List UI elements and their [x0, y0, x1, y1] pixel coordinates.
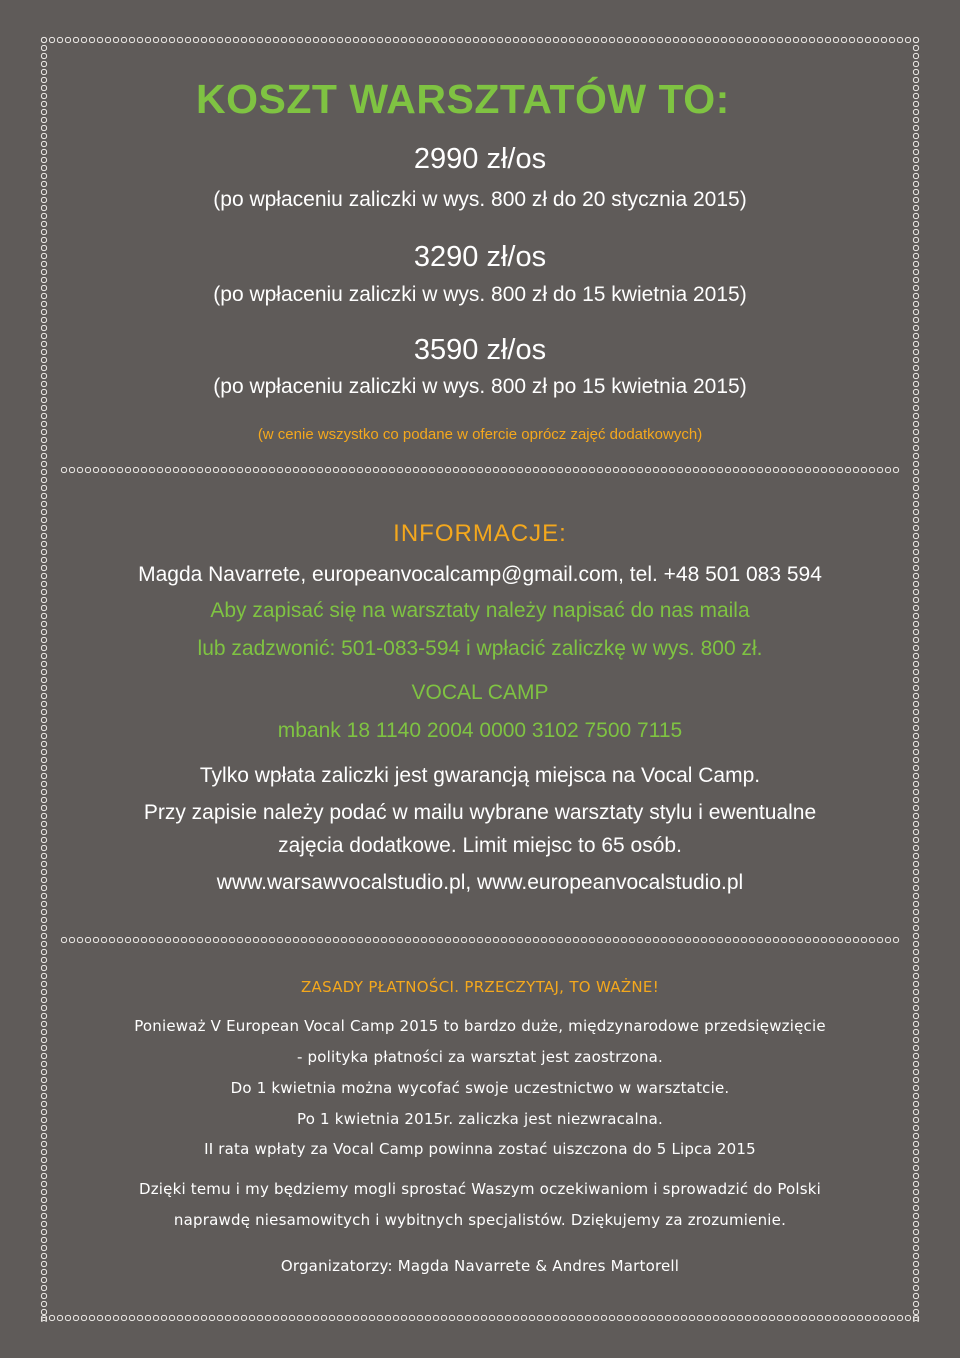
signup-details-1: Przy zapisie należy podać w mailu wybrane warsztaty stylu i ewentualne — [143, 801, 817, 824]
border-top — [40, 36, 920, 44]
divider-2 — [60, 936, 900, 944]
border-left — [40, 36, 48, 1322]
websites[interactable]: www.warsawvocalstudio.pl, www.europeanvocalstudio.pl — [216, 871, 744, 894]
info-heading: INFORMACJE: — [393, 520, 567, 547]
border-right — [912, 36, 920, 1322]
bank-name: VOCAL CAMP — [411, 681, 549, 704]
price-tier-2: 3290 zł/os — [413, 241, 547, 273]
signup-line-1: Aby zapisać się na warsztaty należy napisać do nas maila — [210, 599, 750, 622]
payment-line: Po 1 kwietnia 2015r. zaliczka jest niezwracalna. — [297, 1110, 663, 1128]
price-condition-2: (po wpłaceniu zaliczki w wys. 800 zł do 15 kwietnia 2015) — [213, 283, 747, 306]
payment-line: - polityka płatności za warsztat jest zaostrzona. — [296, 1048, 664, 1066]
divider-1 — [60, 466, 900, 474]
payment-line: Dzięki temu i my będziemy mogli sprostać Waszym oczekiwaniom i sprowadzić do Polski — [138, 1180, 822, 1198]
price-tier-3: 3590 zł/os — [413, 334, 547, 366]
decorative-border — [40, 36, 920, 1322]
signup-details-2: zajęcia dodatkowe. Limit miejsc to 65 osób. — [278, 834, 682, 857]
payment-line: naprawdę niesamowitych i wybitnych specjalistów. Dziękujemy za zrozumienie. — [173, 1211, 787, 1229]
price-note: (w cenie wszystko co podane w ofercie oprócz zajęć dodatkowych) — [257, 426, 703, 443]
contact-line: Magda Navarrete, europeanvocalcamp@gmail.com, tel. +48 501 083 594 — [138, 563, 822, 586]
payment-line: Ponieważ V European Vocal Camp 2015 to bardzo duże, międzynarodowe przedsięwzięcie — [134, 1017, 826, 1035]
bank-account: mbank 18 1140 2004 0000 3102 7500 7115 — [277, 719, 683, 742]
organizers: Organizatorzy: Magda Navarrete & Andres Martorell — [280, 1257, 680, 1275]
guarantee-line: Tylko wpłata zaliczki jest gwarancją miejsca na Vocal Camp. — [199, 764, 761, 787]
price-condition-1: (po wpłaceniu zaliczki w wys. 800 zł do 20 stycznia 2015) — [213, 188, 747, 211]
payment-heading: ZASADY PŁATNOŚCI. PRZECZYTAJ, TO WAŻNE! — [300, 978, 660, 996]
signup-line-2: lub zadzwonić: 501-083-594 i wpłacić zaliczkę w wys. 800 zł. — [197, 637, 763, 660]
cost-title: KOSZT WARSZTATÓW TO: — [196, 76, 730, 122]
price-tier-1: 2990 zł/os — [413, 143, 547, 175]
border-bottom — [40, 1314, 920, 1322]
payment-line: II rata wpłaty za Vocal Camp powinna zostać uiszczona do 5 Lipca 2015 — [204, 1140, 756, 1158]
price-condition-3: (po wpłaceniu zaliczki w wys. 800 zł po 15 kwietnia 2015) — [213, 375, 747, 398]
payment-line: Do 1 kwietnia można wycofać swoje uczestnictwo w warsztatcie. — [230, 1079, 730, 1097]
